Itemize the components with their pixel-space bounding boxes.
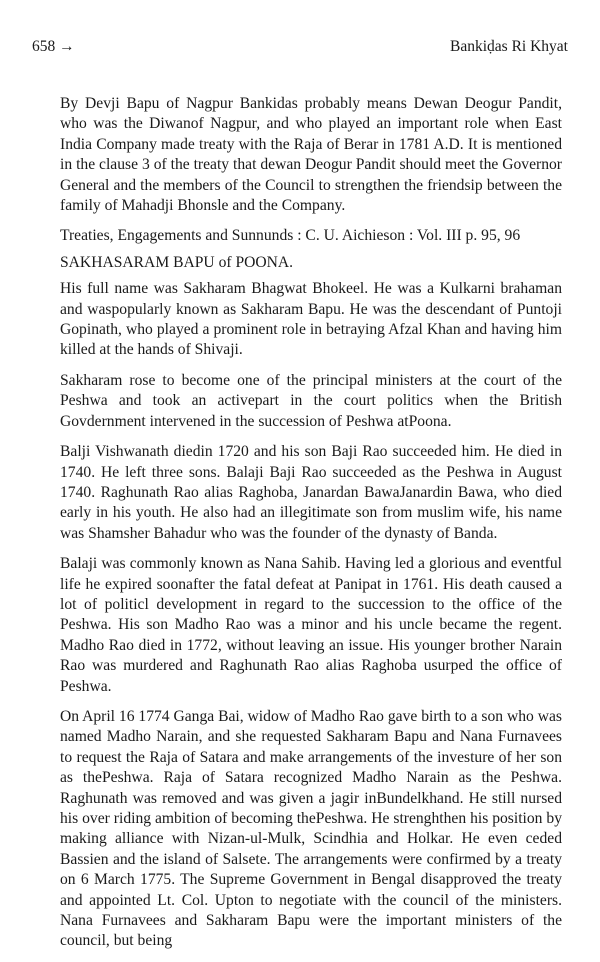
paragraph-balji-vishwanath: Balji Vishwanath diedin 1720 and his son Baji Rao succeeded him. He died in 1740. He left three sons. Balaji Baji Rao succeeded as the Peshwa in August 1740. Raghunath Rao alias Raghoba, Janardan BawaJanardin Bawa, who died early in his youth. He also had an illegitimate son from muslim wife, his name was Shamsher Bahadur who was the founder of the dynasty of Banda. [60,443,562,542]
section-heading: SAKHASARAM BAPU of POONA. [60,253,294,271]
running-title: Bankiḍas Ri Khyat [450,38,568,55]
body-text [60,94,562,962]
paragraph-sakharam-rose: Sakharam rose to become one of the principal ministers at the court of the Peshwa and took an activepart in the court politics when the British Govdernment intervened in the succession of Peshwa atPoona. [60,371,562,430]
paragraph-ganga-bai: On April 16 1774 Ganga Bai, widow of Madho Rao gave birth to a son who was named Madho Narain, and she requested Sakharam Bapu and Nana Furnavees to request the Raja of Satara and make arrangements of the investure of her son as thePeshwa. Raja of Satara recognized Madho Narain as the Peshwa. Raghunath was removed and was given a jagir inBundelkhand. He still nursed his over riding ambition of becoming thePeshwa. He strenghthen his position by making alliance with Nizan-ul-Mulk, Scindhia and Holkar. He even ceded Bassien and the island of Salsete. The arrangements were confirmed by a treaty on 6 March 1775. The Supreme Government in Bengal disapproved the treaty and appointed Lt. Col. Upton to negotiate with the council of the ministers. Nana Furnavees and Sakharam Bapu were the important ministers of the council, but being [60,707,562,950]
page-header [32,38,568,60]
paragraph-devji-bapu: By Devji Bapu of Nagpur Bankidas probably means Dewan Deogur Pandit, who was the Diwanof Nagpur, and who played an important role when East India Company made treaty with the Raja of Berar in 1781 A.D. It is mentioned in the clause 3 of the treaty that dewan Deogur Pandit should meet the Governor General and the members of the Council to strengthen the friendsip between the family of Mahadji Bhonsle and the Company. [60,95,562,215]
page-number: 658 → [32,38,75,55]
reference-citation: Treaties, Engagements and Sunnunds : C. U. Aichieson : Vol. III p. 95, 96 [60,227,521,245]
paragraph-balaji-nana-sahib: Balaji was commonly known as Nana Sahib. Having led a glorious and eventful life he expired soonafter the fatal defeat at Panipat in 1761. His death caused a lot of politicl development in regard to the succession to the office of the Peshwa. His son Madho Rao was a minor and his uncle became the regent. Madho Rao died in 1772, without leaving an issue. His younger brother Narain Rao was murdered and Raghunath Rao alias Raghoba usurped the office of Peshwa. [60,555,562,695]
paragraph-full-name: His full name was Sakharam Bhagwat Bhokeel. He was a Kulkarni brahaman and waspopularly known as Sakharam Bapu. He was the descendant of Puntoji Gopinath, who played a prominent role in betraying Afzal Khan and having him killed at the hands of Shivaji. [60,280,562,359]
